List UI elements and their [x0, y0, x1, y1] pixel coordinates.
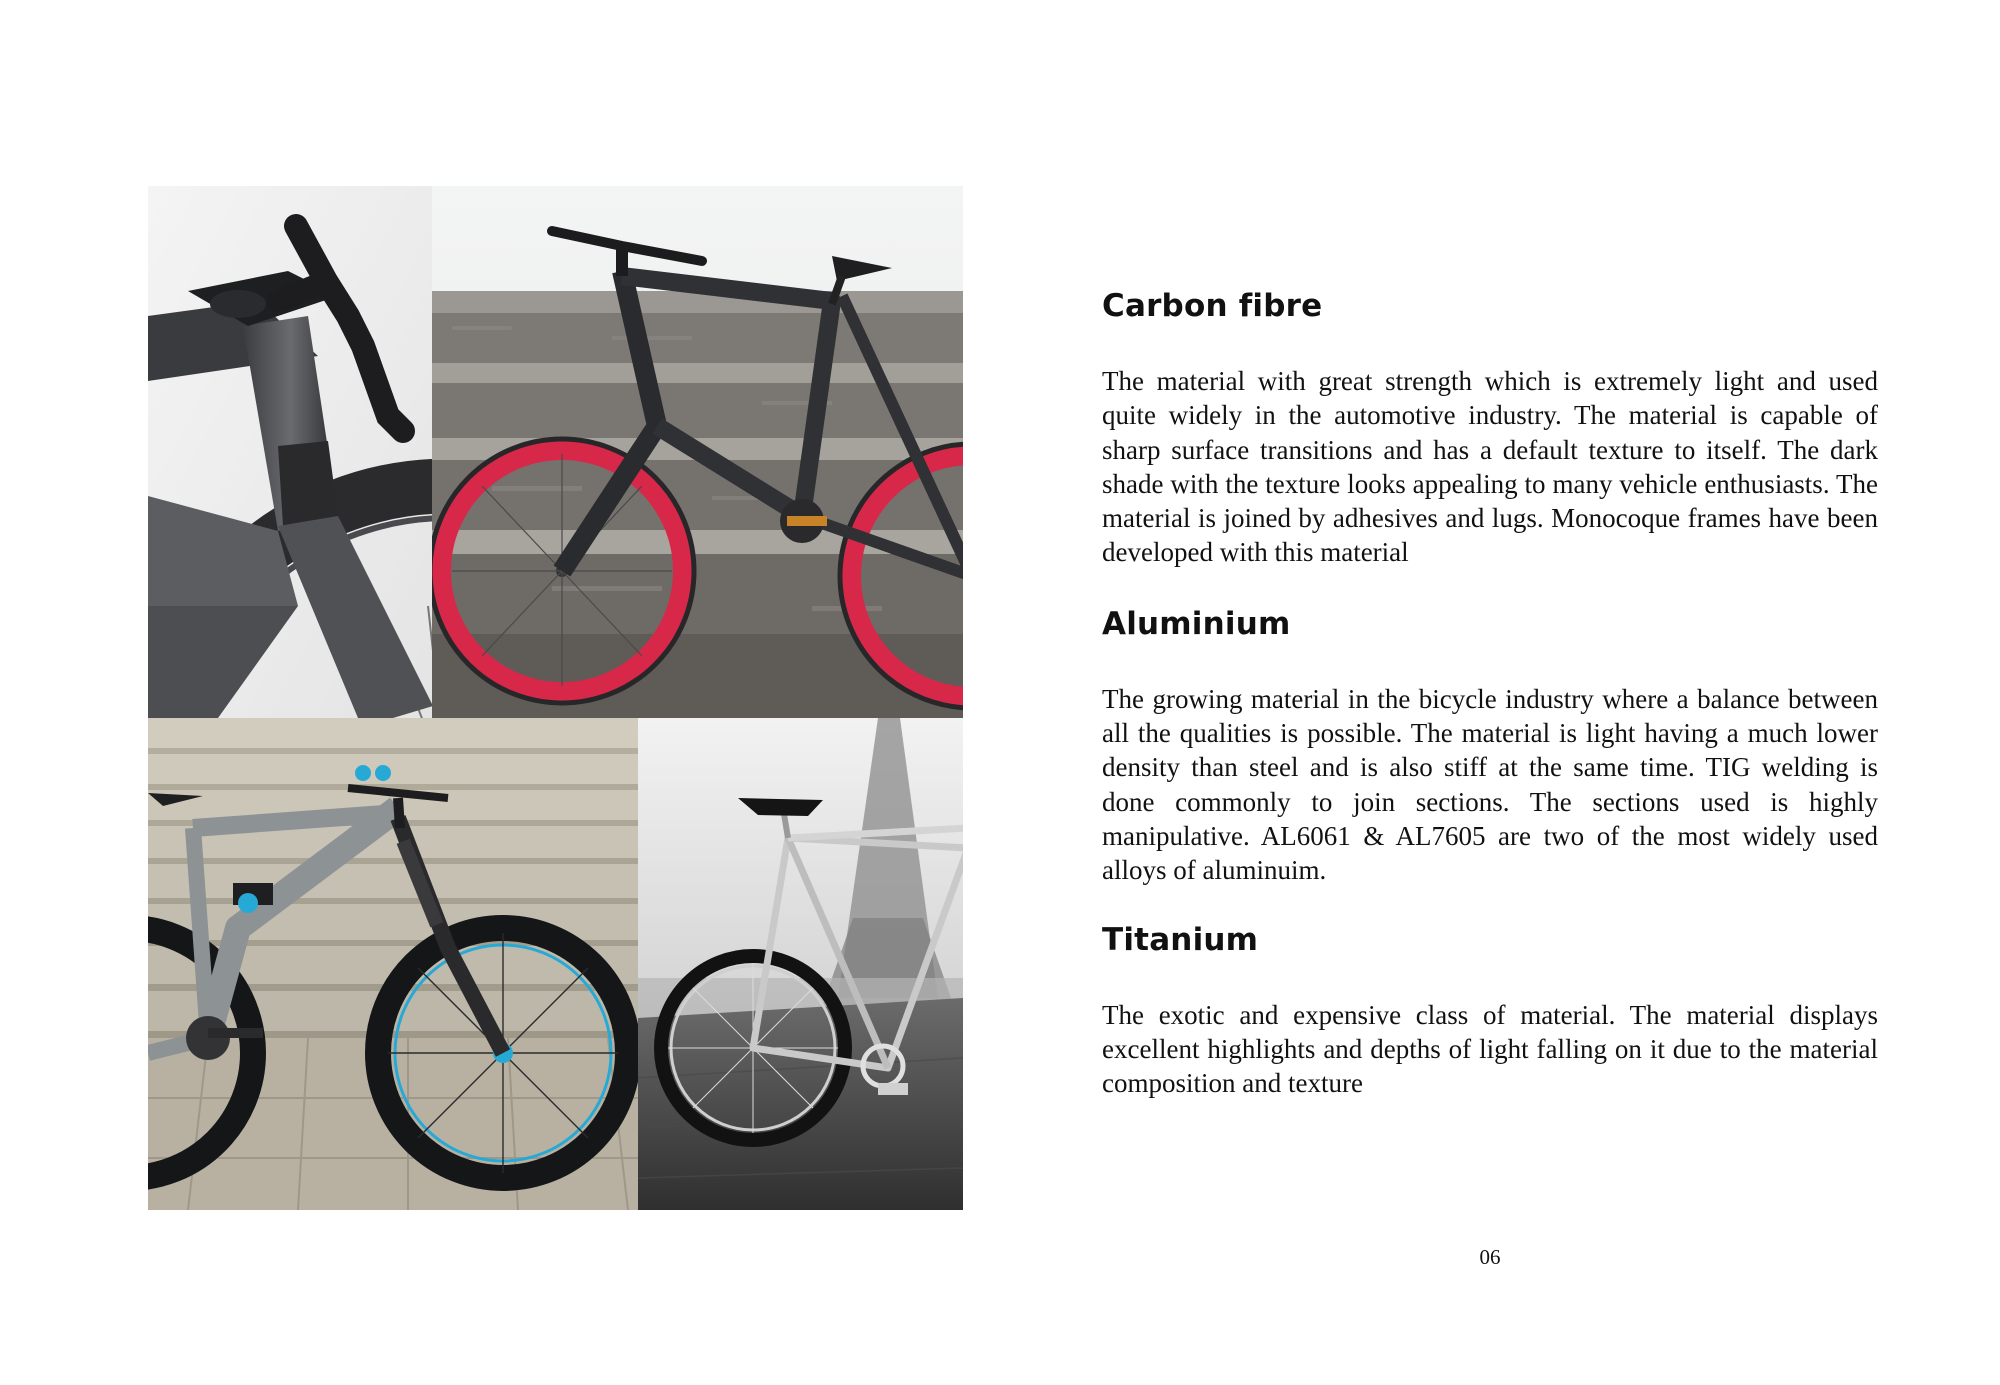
section-titanium: [1102, 916, 1878, 1101]
section-aluminium: [1102, 600, 1878, 888]
carbon-bike-closeup-photo: [148, 186, 433, 718]
section-heading: Aluminium: [1102, 605, 1291, 642]
section-heading: Carbon fibre: [1102, 288, 1323, 324]
aluminium-mountain-bike-photo: [148, 718, 638, 1210]
materials-text-column: [1102, 282, 1878, 1100]
photo-collage: [148, 186, 963, 1210]
carbon-bike-red-wheels-photo: [432, 186, 963, 718]
section-body: The growing material in the bicycle industry where a balance between all the qualities is possible. The material is light having a much lower density than steel and is also stiff at the same time. TIG welding is done commonly to join sections. The sections used is highly manipulative. AL6061 & AL7605 are two of the most widely used alloys of aluminuim.: [1102, 683, 1878, 886]
page-number: 06: [1479, 1245, 1501, 1269]
section-carbon-fibre: [1102, 282, 1878, 570]
section-body: The material with great strength which is extremely light and used quite widely in the automotive industry. The material is capable of sharp surface transitions and has a default texture to itself. The dark shade with the texture looks appealing to many vehicle enthusiasts. The material is joined by adhesives and lugs. Monocoque frames have been developed with this material: [1102, 366, 1878, 568]
section-body: The exotic and expensive class of material. The material displays excellent highlights and depths of light falling on it due to the material composition and texture: [1102, 999, 1878, 1099]
section-heading: Titanium: [1102, 921, 1259, 958]
titanium-fixie-photo: [638, 718, 963, 1210]
